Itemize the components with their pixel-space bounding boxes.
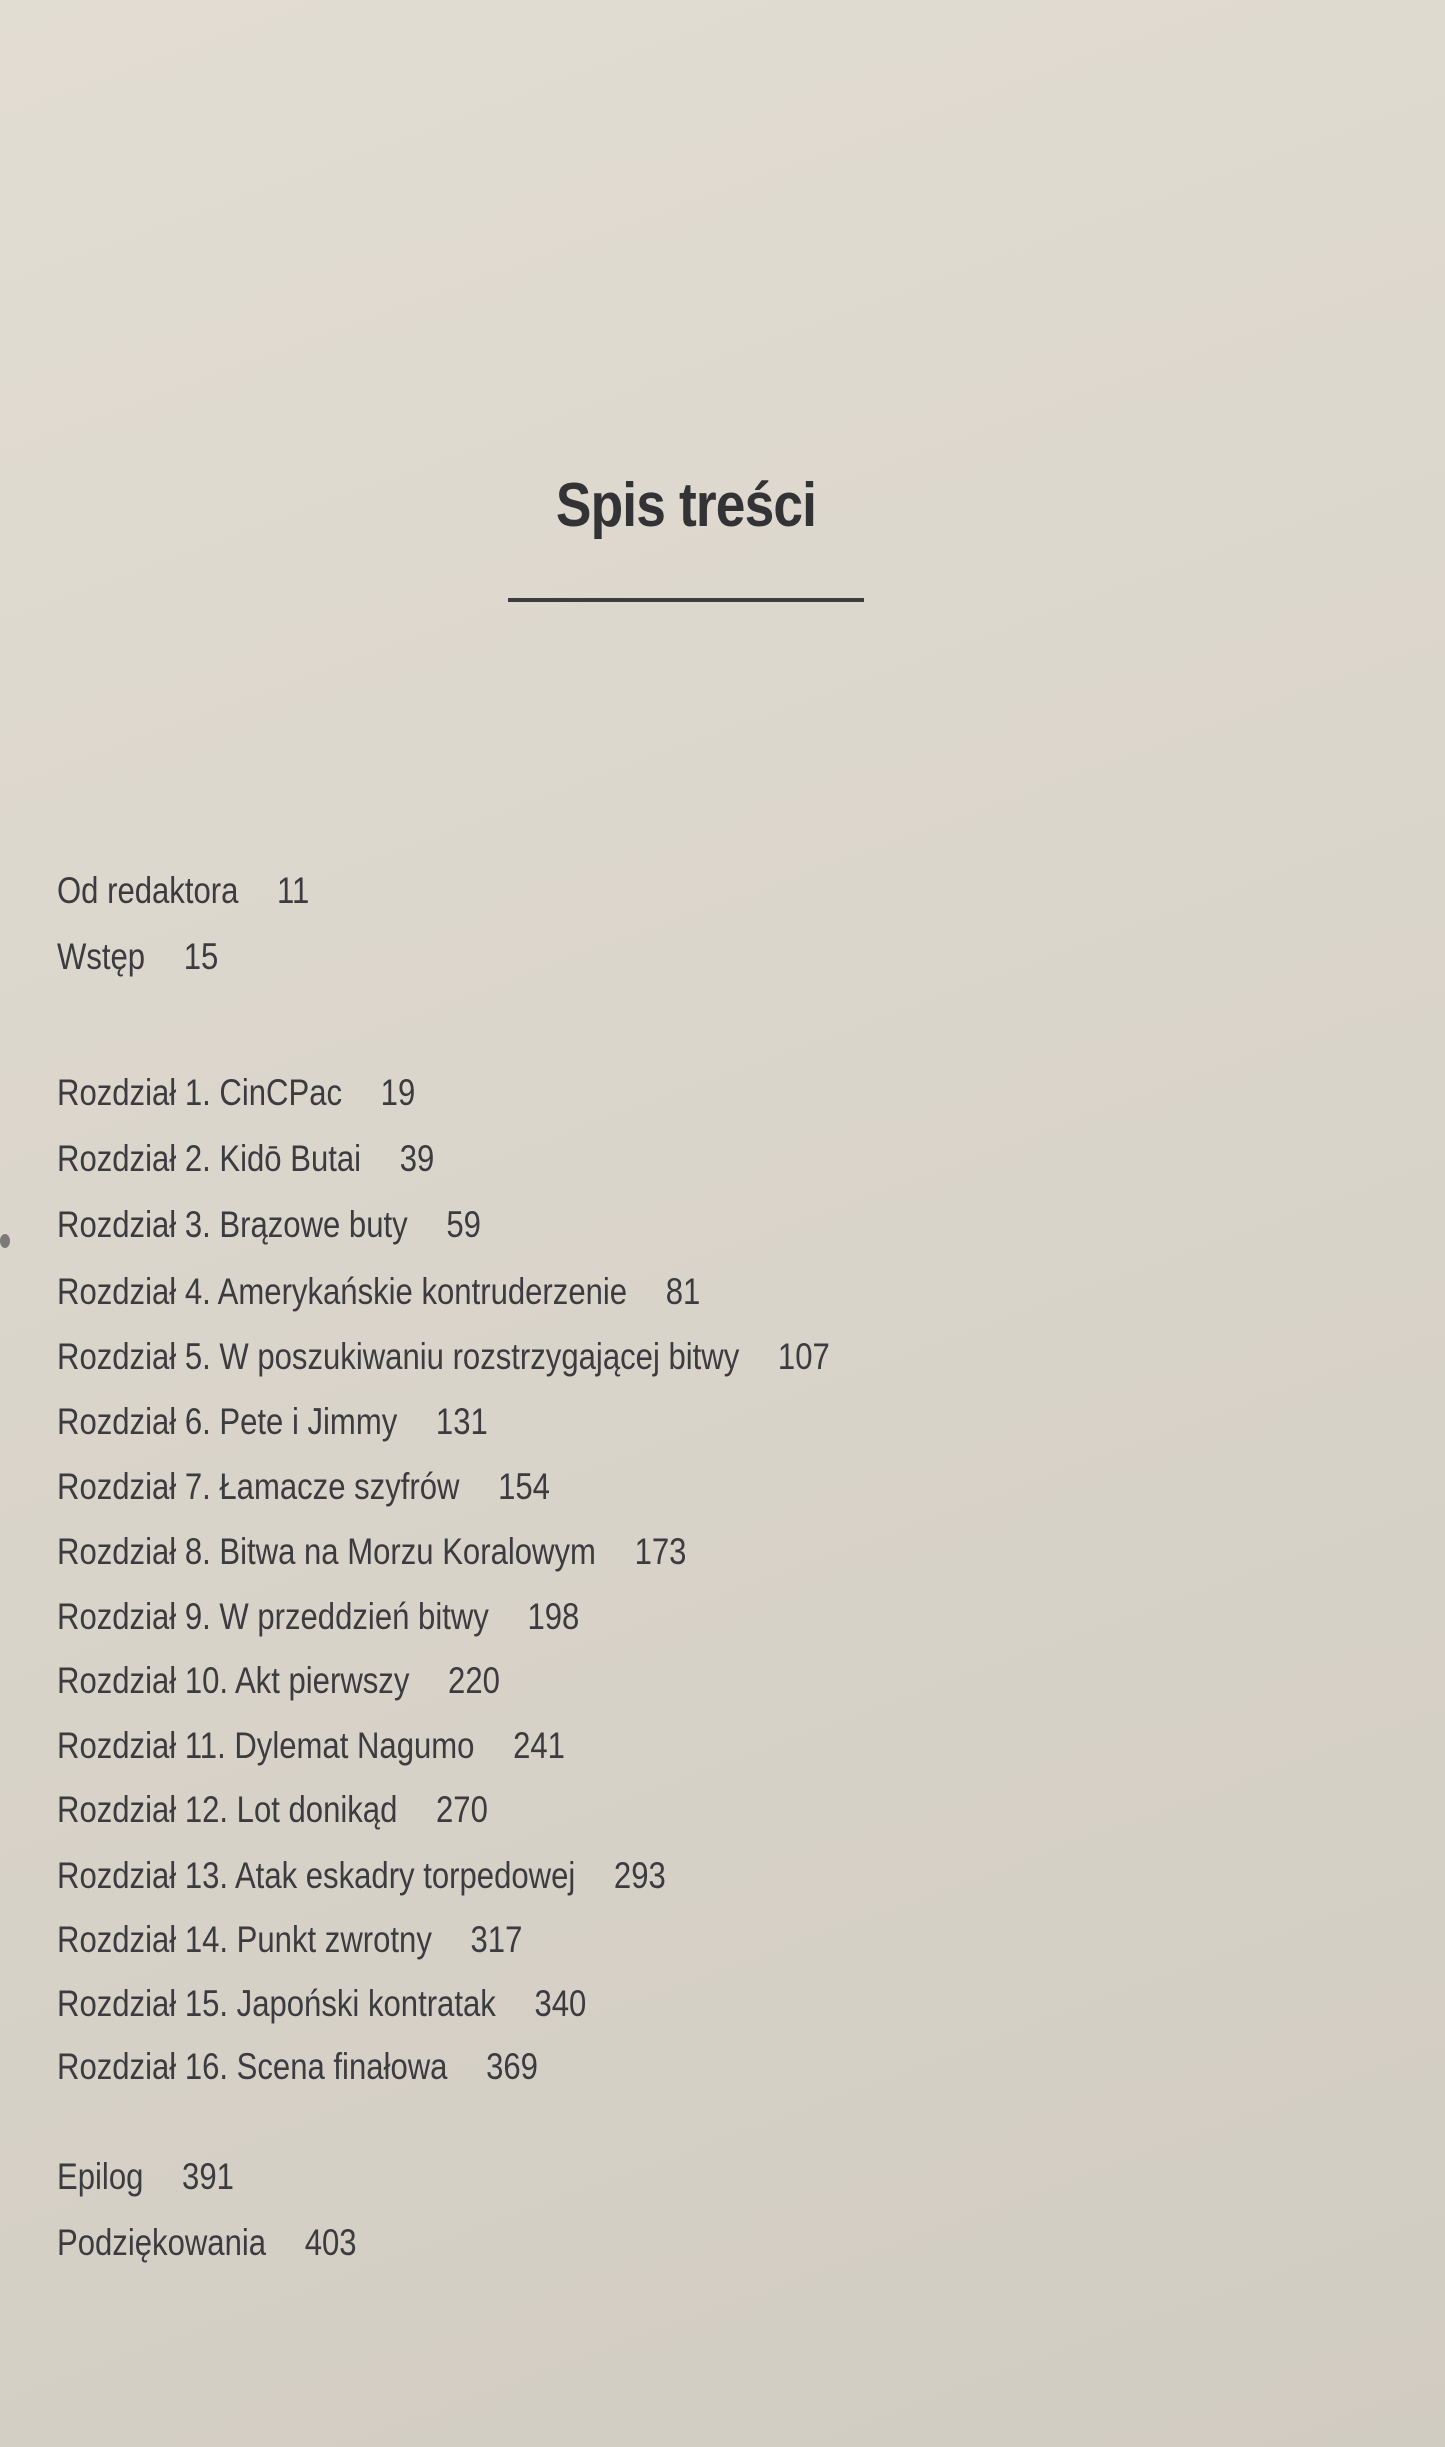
toc-entry-chapter-5 <box>57 1336 830 1378</box>
toc-entry-page: 11 <box>277 870 310 911</box>
toc-entry-chapter-12 <box>57 1789 488 1831</box>
toc-entry-label: Rozdział 1. CinCPac <box>57 1072 343 1113</box>
toc-entry-chapter-6 <box>57 1401 488 1443</box>
toc-entry-page: 59 <box>446 1204 481 1245</box>
toc-entry-page: 391 <box>182 2156 234 2197</box>
toc-entry-page: 107 <box>777 1336 830 1377</box>
toc-entry-page: 81 <box>665 1271 701 1312</box>
toc-entry-chapter-11 <box>57 1725 565 1767</box>
toc-entry-label: Rozdział 9. W przeddzień bitwy <box>57 1596 489 1637</box>
toc-entry-page: 19 <box>380 1072 416 1113</box>
toc-entry-chapter-7 <box>57 1466 550 1508</box>
toc-entry-label: Rozdział 13. Atak eskadry torpedowej <box>57 1855 576 1896</box>
toc-entry-page: 241 <box>513 1725 565 1766</box>
toc-entry-chapter-16 <box>57 2046 538 2088</box>
toc-entry-chapter-3 <box>57 1204 481 1246</box>
toc-entry-page: 131 <box>435 1401 488 1442</box>
toc-entry-page: 15 <box>183 936 219 977</box>
toc-entry-label: Rozdział 5. W poszukiwaniu rozstrzygającej bitwy <box>57 1336 740 1377</box>
toc-entry-chapter-4 <box>57 1271 700 1313</box>
toc-entry-label: Od redaktora <box>57 870 239 911</box>
toc-entry-page: 293 <box>613 1855 666 1896</box>
toc-entry-label: Podziękowania <box>57 2222 267 2263</box>
toc-entry-page: 340 <box>534 1983 587 2024</box>
toc-entry-wstep <box>57 936 218 978</box>
toc-entry-chapter-10 <box>57 1660 500 1702</box>
toc-entry-podziekowania <box>57 2222 357 2264</box>
toc-entry-chapter-14 <box>57 1919 522 1961</box>
toc-entry-page: 317 <box>470 1919 523 1960</box>
toc-entry-label: Rozdział 10. Akt pierwszy <box>57 1660 410 1701</box>
toc-entry-od-redaktora <box>57 870 309 912</box>
title-underline <box>508 598 864 602</box>
toc-entry-label: Wstęp <box>57 936 146 977</box>
toc-entry-page: 270 <box>436 1789 488 1830</box>
toc-entry-label: Rozdział 7. Łamacze szyfrów <box>57 1466 460 1507</box>
toc-entry-page: 154 <box>498 1466 550 1507</box>
toc-entry-page: 369 <box>486 2046 538 2087</box>
toc-entry-label: Rozdział 6. Pete i Jimmy <box>57 1401 398 1442</box>
toc-entry-label: Rozdział 15. Japoński kontratak <box>57 1983 496 2024</box>
toc-entry-page: 220 <box>448 1660 500 1701</box>
toc-entry-chapter-13 <box>57 1855 666 1897</box>
toc-entry-chapter-2 <box>57 1138 434 1180</box>
page-title: Spis treści <box>555 471 817 540</box>
toc-entry-chapter-15 <box>57 1983 586 2025</box>
toc-entry-page: 198 <box>527 1596 580 1637</box>
toc-entry-epilog <box>57 2156 234 2198</box>
toc-entry-label: Rozdział 16. Scena finałowa <box>57 2046 448 2087</box>
toc-entry-page: 403 <box>304 2222 357 2263</box>
toc-entry-chapter-9 <box>57 1596 579 1638</box>
toc-entry-label: Rozdział 12. Lot donikąd <box>57 1789 398 1830</box>
toc-entry-label: Rozdział 14. Punkt zwrotny <box>57 1919 432 1960</box>
toc-entry-chapter-8 <box>57 1531 686 1573</box>
toc-entry-label: Rozdział 8. Bitwa na Morzu Koralowym <box>57 1531 596 1572</box>
toc-entry-chapter-1 <box>57 1072 415 1114</box>
toc-entry-label: Rozdział 11. Dylemat Nagumo <box>57 1725 475 1766</box>
toc-entry-label: Rozdział 4. Amerykańskie kontruderzenie <box>57 1271 628 1312</box>
toc-entry-label: Rozdział 3. Brązowe buty <box>57 1204 408 1245</box>
toc-entry-label: Rozdział 2. Kidō Butai <box>57 1138 362 1179</box>
toc-entry-page: 39 <box>399 1138 435 1179</box>
toc-entry-page: 173 <box>634 1531 687 1572</box>
toc-entry-label: Epilog <box>57 2156 144 2197</box>
paper-speck <box>0 1234 10 1248</box>
